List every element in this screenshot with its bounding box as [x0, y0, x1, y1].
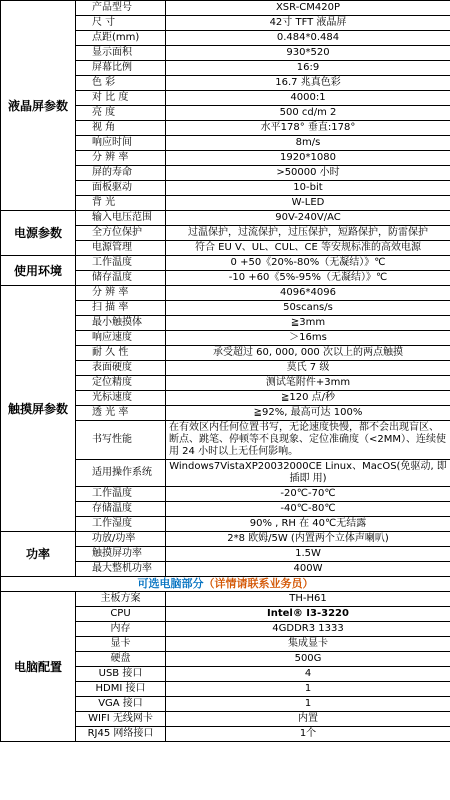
- spec-label: 分 辨 率: [76, 286, 166, 301]
- spec-label: 点距(mm): [76, 31, 166, 46]
- spec-label: 书写性能: [76, 421, 166, 460]
- spec-label: 全方位保护: [76, 226, 166, 241]
- spec-label: 适用操作系统: [76, 460, 166, 487]
- spec-value: 2*8 欧姆/5W (内置两个立体声喇叭): [166, 532, 450, 547]
- spec-label: 对 比 度: [76, 91, 166, 106]
- spec-row: [1, 286, 450, 301]
- spec-label: 最大整机功率: [76, 562, 166, 577]
- spec-label: 屏幕比例: [76, 61, 166, 76]
- spec-label: USB 接口: [76, 667, 166, 682]
- spec-value: 测试笔附件+3mm: [166, 376, 450, 391]
- spec-value: 0.484*0.484: [166, 31, 450, 46]
- spec-value: 4GDDR3 1333: [166, 622, 450, 637]
- spec-label: 工作温度: [76, 487, 166, 502]
- spec-value: 1920*1080: [166, 151, 450, 166]
- spec-label: 定位精度: [76, 376, 166, 391]
- spec-value: 8m/s: [166, 136, 450, 151]
- optional-header-row: [1, 577, 450, 592]
- spec-value: 过温保护，过流保护，过压保护，短路保护，防雷保护: [166, 226, 450, 241]
- spec-label: 耐 久 性: [76, 346, 166, 361]
- spec-value: 集成显卡: [166, 637, 450, 652]
- optional-note: （详情请联系业务员）: [203, 577, 314, 590]
- spec-row: [1, 592, 450, 607]
- spec-label: 电源管理: [76, 241, 166, 256]
- spec-value: 内置: [166, 712, 450, 727]
- spec-label: 尺 寸: [76, 16, 166, 31]
- spec-value: ≧92%, 最高可达 100%: [166, 406, 450, 421]
- spec-value: -10 +60《5%-95%（无凝结）》℃: [166, 271, 450, 286]
- spec-value: 1: [166, 697, 450, 712]
- spec-value: 水平178° 垂直:178°: [166, 121, 450, 136]
- optional-header: [1, 577, 450, 592]
- spec-label: VGA 接口: [76, 697, 166, 712]
- spec-value: W-LED: [166, 196, 450, 211]
- spec-value: 莫氏 7 级: [166, 361, 450, 376]
- spec-value: TH-H61: [166, 592, 450, 607]
- spec-label: 显卡: [76, 637, 166, 652]
- spec-label: 色 彩: [76, 76, 166, 91]
- spec-label: 光标速度: [76, 391, 166, 406]
- spec-row: [1, 1, 450, 16]
- spec-value: -20℃-70℃: [166, 487, 450, 502]
- spec-label: 储存温度: [76, 271, 166, 286]
- spec-label: RJ45 网络接口: [76, 727, 166, 742]
- spec-value: 1.5W: [166, 547, 450, 562]
- spec-value: 42寸 TFT 液晶屏: [166, 16, 450, 31]
- spec-label: 工作湿度: [76, 517, 166, 532]
- spec-value: Windows7VistaXP20032000CE Linux、MacOS(免驱动, 即插即 用): [166, 460, 450, 487]
- spec-value: 在有效区内任何位置书写，无论速度快慢，都不会出现盲区、断点、跳笔、停顿等不良现象、定位准确度（<2MM）、连续使用 24 小时以上无任何影响。: [166, 421, 450, 460]
- pwr-group-label: 功率: [1, 532, 76, 577]
- spec-value: 930*520: [166, 46, 450, 61]
- spec-label: CPU: [76, 607, 166, 622]
- spec-label: 亮 度: [76, 106, 166, 121]
- spec-value: 符合 EU V、UL、CUL、CE 等安规标准的高效电源: [166, 241, 450, 256]
- spec-label: 扫 描 率: [76, 301, 166, 316]
- spec-label: 触摸屏功率: [76, 547, 166, 562]
- spec-row: [1, 532, 450, 547]
- spec-label: 分 辨 率: [76, 151, 166, 166]
- spec-value: 16.7 兆真色彩: [166, 76, 450, 91]
- spec-value: 0 +50《20%-80%（无凝结）》℃: [166, 256, 450, 271]
- spec-label: 响应速度: [76, 331, 166, 346]
- spec-value: 1: [166, 682, 450, 697]
- env-group-label: 使用环境: [1, 256, 76, 286]
- spec-label: 输入电压范围: [76, 211, 166, 226]
- spec-label: 主板方案: [76, 592, 166, 607]
- spec-label: 视 角: [76, 121, 166, 136]
- spec-value: 90% , RH 在 40℃无结露: [166, 517, 450, 532]
- spec-label: HDMI 接口: [76, 682, 166, 697]
- optional-title: 可选电脑部分: [137, 577, 204, 590]
- spec-label: WIFI 无线网卡: [76, 712, 166, 727]
- spec-label: 功放/功率: [76, 532, 166, 547]
- spec-label: 背 光: [76, 196, 166, 211]
- spec-value: ＞16ms: [166, 331, 450, 346]
- spec-label: 面板驱动: [76, 181, 166, 196]
- spec-value: >50000 小时: [166, 166, 450, 181]
- spec-label: 最小触摸体: [76, 316, 166, 331]
- pc-group-label: 电脑配置: [1, 592, 76, 742]
- spec-value: 1个: [166, 727, 450, 742]
- spec-value: 4096*4096: [166, 286, 450, 301]
- power-group-label: 电源参数: [1, 211, 76, 256]
- spec-value: 400W: [166, 562, 450, 577]
- spec-value: 50scans/s: [166, 301, 450, 316]
- spec-body: [1, 1, 450, 742]
- spec-label: 工作温度: [76, 256, 166, 271]
- spec-value: 10-bit: [166, 181, 450, 196]
- spec-label: 表面硬度: [76, 361, 166, 376]
- spec-value: ≧120 点/秒: [166, 391, 450, 406]
- spec-row: [1, 256, 450, 271]
- spec-label: 透 光 率: [76, 406, 166, 421]
- spec-value: 500 cd/m 2: [166, 106, 450, 121]
- spec-value: XSR-CM420P: [166, 1, 450, 16]
- spec-value: 16:9: [166, 61, 450, 76]
- spec-label: 产品型号: [76, 1, 166, 16]
- spec-value: Intel® I3-3220: [166, 607, 450, 622]
- spec-label: 内存: [76, 622, 166, 637]
- spec-value: ≧3mm: [166, 316, 450, 331]
- spec-value: 承受超过 60, 000, 000 次以上的两点触摸: [166, 346, 450, 361]
- lcd-group-label: 液晶屏参数: [1, 1, 76, 211]
- spec-label: 屏的寿命: [76, 166, 166, 181]
- spec-label: 显示面积: [76, 46, 166, 61]
- spec-value: -40℃-80℃: [166, 502, 450, 517]
- spec-label: 存储温度: [76, 502, 166, 517]
- spec-value: 4000:1: [166, 91, 450, 106]
- spec-label: 响应时间: [76, 136, 166, 151]
- spec-label: 硬盘: [76, 652, 166, 667]
- spec-value: 500G: [166, 652, 450, 667]
- spec-value: 4: [166, 667, 450, 682]
- spec-row: [1, 211, 450, 226]
- touch-group-label: 触摸屏参数: [1, 286, 76, 532]
- spec-value: 90V-240V/AC: [166, 211, 450, 226]
